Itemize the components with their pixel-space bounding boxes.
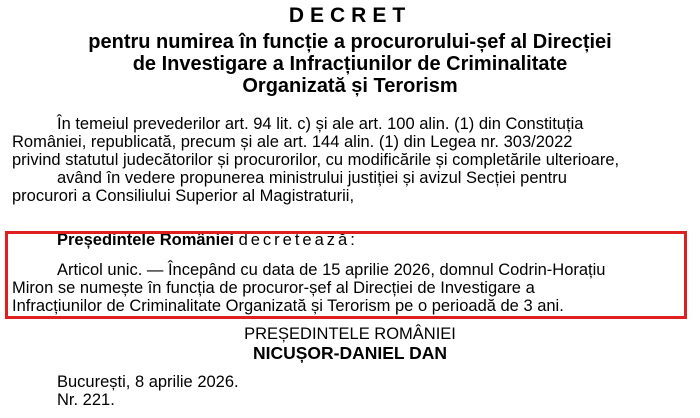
preamble-line: procurori a Consiliului Superior al Magistraturii, (12, 187, 355, 205)
preamble-line: privind statutul judecătorilor și procurorilor, cu modificările și completările ulterioare, (12, 151, 620, 169)
subtitle-line: de Investigare a Infracțiunilor de Criminalitate (132, 53, 568, 75)
preamble-line: având în vedere propunerea ministrului justiției și avizul Secției pentru (57, 169, 567, 187)
subtitle-line: Organizată și Terorism (242, 75, 458, 97)
signature-name: NICUȘOR-DANIEL DAN (252, 343, 448, 363)
decreteaza-line (12, 231, 678, 249)
article-line: Articol unic. — Începând cu data de 15 aprilie 2026, domnul Codrin-Horațiu (57, 261, 606, 279)
article-paragraph (12, 261, 678, 315)
decree-title: DECRET (288, 4, 412, 27)
decreteaza-word: decretează: (238, 231, 358, 249)
place-date: București, 8 aprilie 2026. (57, 373, 239, 391)
subtitle-line: pentru numirea în funcție a procurorului-șef al Direcției (88, 31, 612, 53)
decree-number: Nr. 221. (57, 391, 115, 409)
signature-title: PREȘEDINTELE ROMÂNIEI (244, 325, 456, 343)
preamble-line: României, republicată, precum și ale art. 144 alin. (1) din Legea nr. 303/2022 (12, 133, 573, 151)
preamble-paragraph (12, 115, 678, 205)
preamble-line: În temeiul prevederilor art. 94 lit. c) și ale art. 100 alin. (1) din Constituția (57, 115, 584, 133)
decree-subtitle (0, 31, 700, 97)
article-line: Miron se numește în funcția de procuror-șef al Direcției de Investigare a (12, 279, 535, 297)
article-line: Infracțiunilor de Criminalitate Organizată și Terorism pe o perioadă de 3 ani. (12, 297, 564, 315)
president-label: Președintele României (57, 231, 234, 249)
